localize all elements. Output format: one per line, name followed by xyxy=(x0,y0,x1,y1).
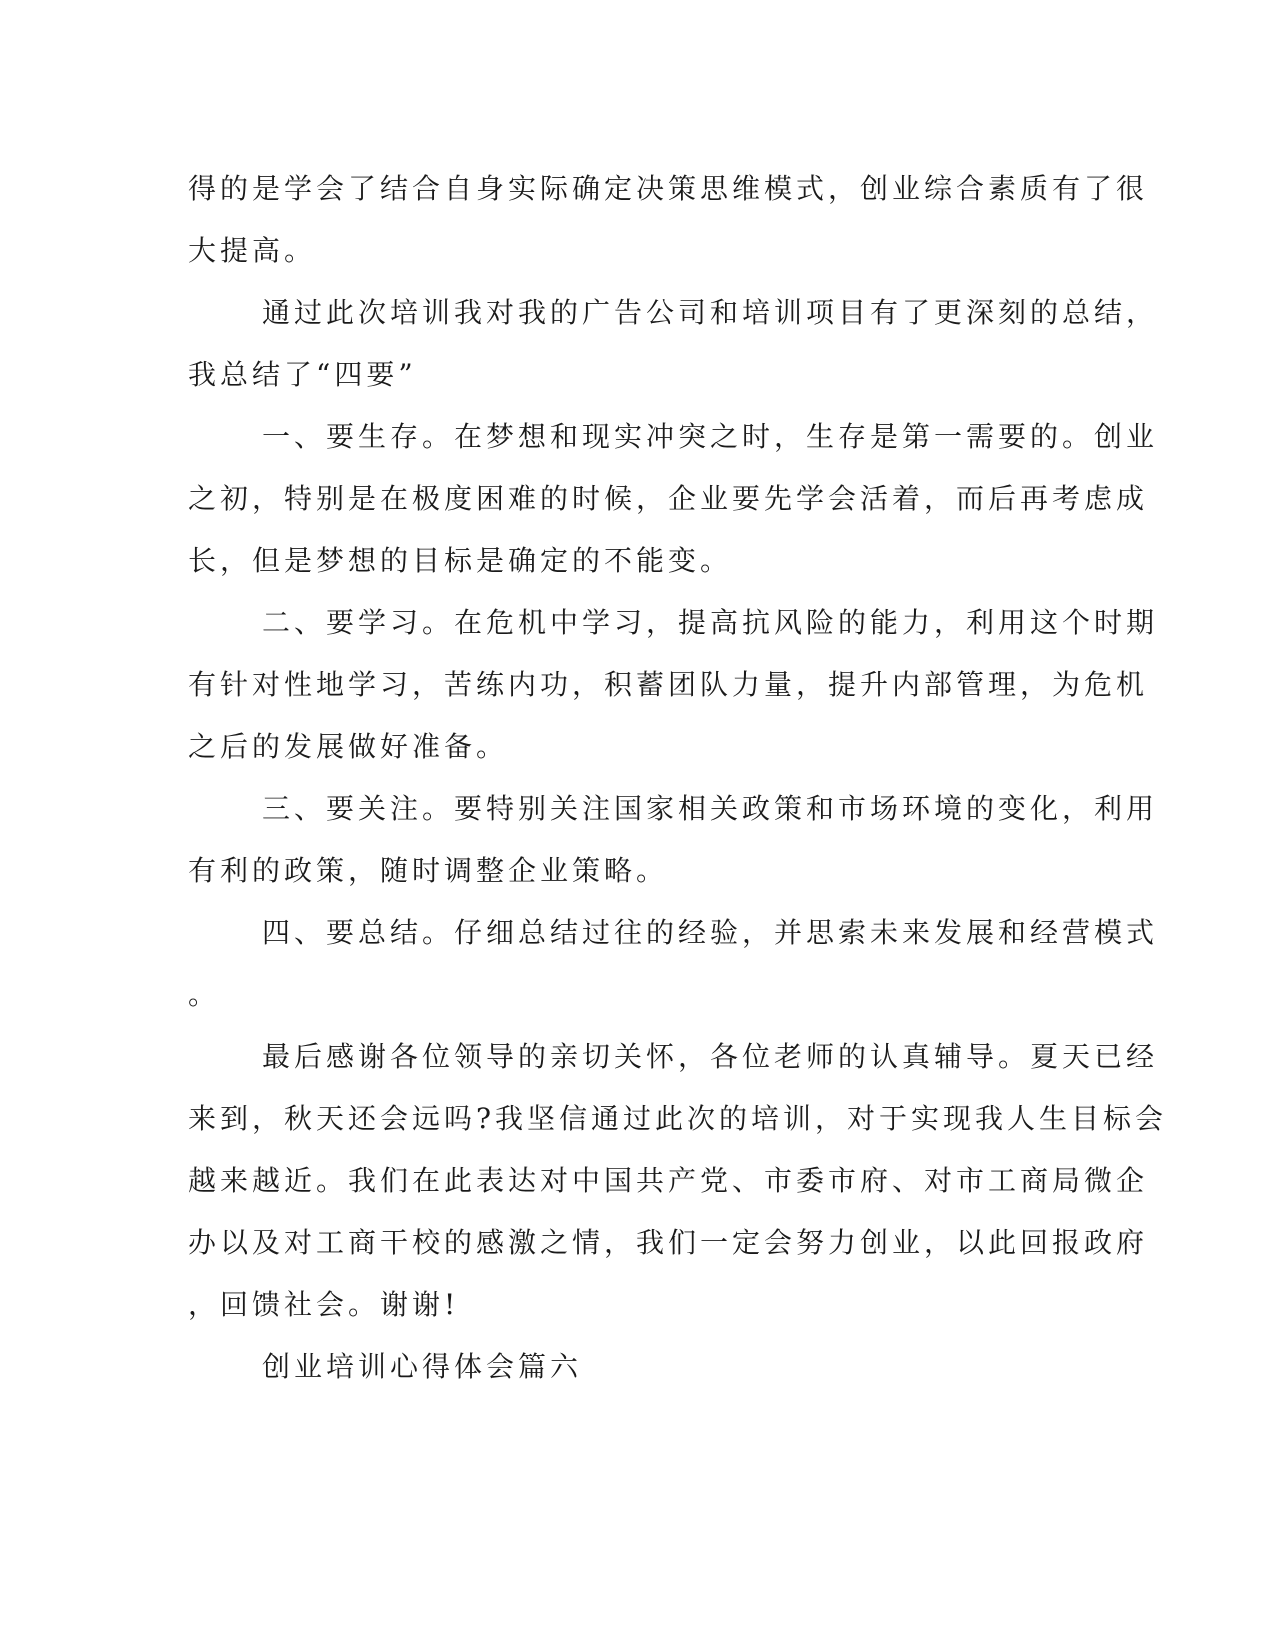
text-line: 有针对性地学习，苦练内功，积蓄团队力量，提升内部管理，为危机 xyxy=(188,668,1149,701)
text-line: 二、要学习。在危机中学习，提高抗风险的能力，利用这个时期 xyxy=(262,606,1159,639)
text-line: 通过此次培训我对我的广告公司和培训项目有了更深刻的总结， xyxy=(262,296,1159,329)
text-line: 我总结了“四要” xyxy=(188,358,417,391)
text-line: ，回馈社会。谢谢! xyxy=(188,1288,460,1321)
text-line: 四、要总结。仔细总结过往的经验，并思索未来发展和经营模式 xyxy=(262,916,1159,949)
text-line: 一、要生存。在梦想和现实冲突之时，生存是第一需要的。创业 xyxy=(262,420,1159,453)
text-line: 大提高。 xyxy=(188,234,317,267)
text-line: 之初，特别是在极度困难的时候，企业要先学会活着，而后再考虑成 xyxy=(188,482,1149,515)
text-line: 有利的政策，随时调整企业策略。 xyxy=(188,854,669,887)
text-line: 办以及对工商干校的感激之情，我们一定会努力创业，以此回报政府 xyxy=(188,1226,1149,1259)
text-line: 来到，秋天还会远吗?我坚信通过此次的培训，对于实现我人生目标会 xyxy=(188,1102,1168,1135)
text-line: 越来越近。我们在此表达对中国共产党、市委市府、对市工商局微企 xyxy=(188,1164,1149,1197)
text-line: 。 xyxy=(188,978,221,1011)
text-line: 最后感谢各位领导的亲切关怀，各位老师的认真辅导。夏天已经 xyxy=(262,1040,1159,1073)
text-line: 之后的发展做好准备。 xyxy=(188,730,509,763)
document-body xyxy=(188,158,1168,1398)
section-heading: 创业培训心得体会篇六 xyxy=(262,1350,583,1383)
text-line: 得的是学会了结合自身实际确定决策思维模式，创业综合素质有了很 xyxy=(188,172,1149,205)
text-line: 三、要关注。要特别关注国家相关政策和市场环境的变化，利用 xyxy=(262,792,1159,825)
text-line: 长，但是梦想的目标是确定的不能变。 xyxy=(188,544,733,577)
